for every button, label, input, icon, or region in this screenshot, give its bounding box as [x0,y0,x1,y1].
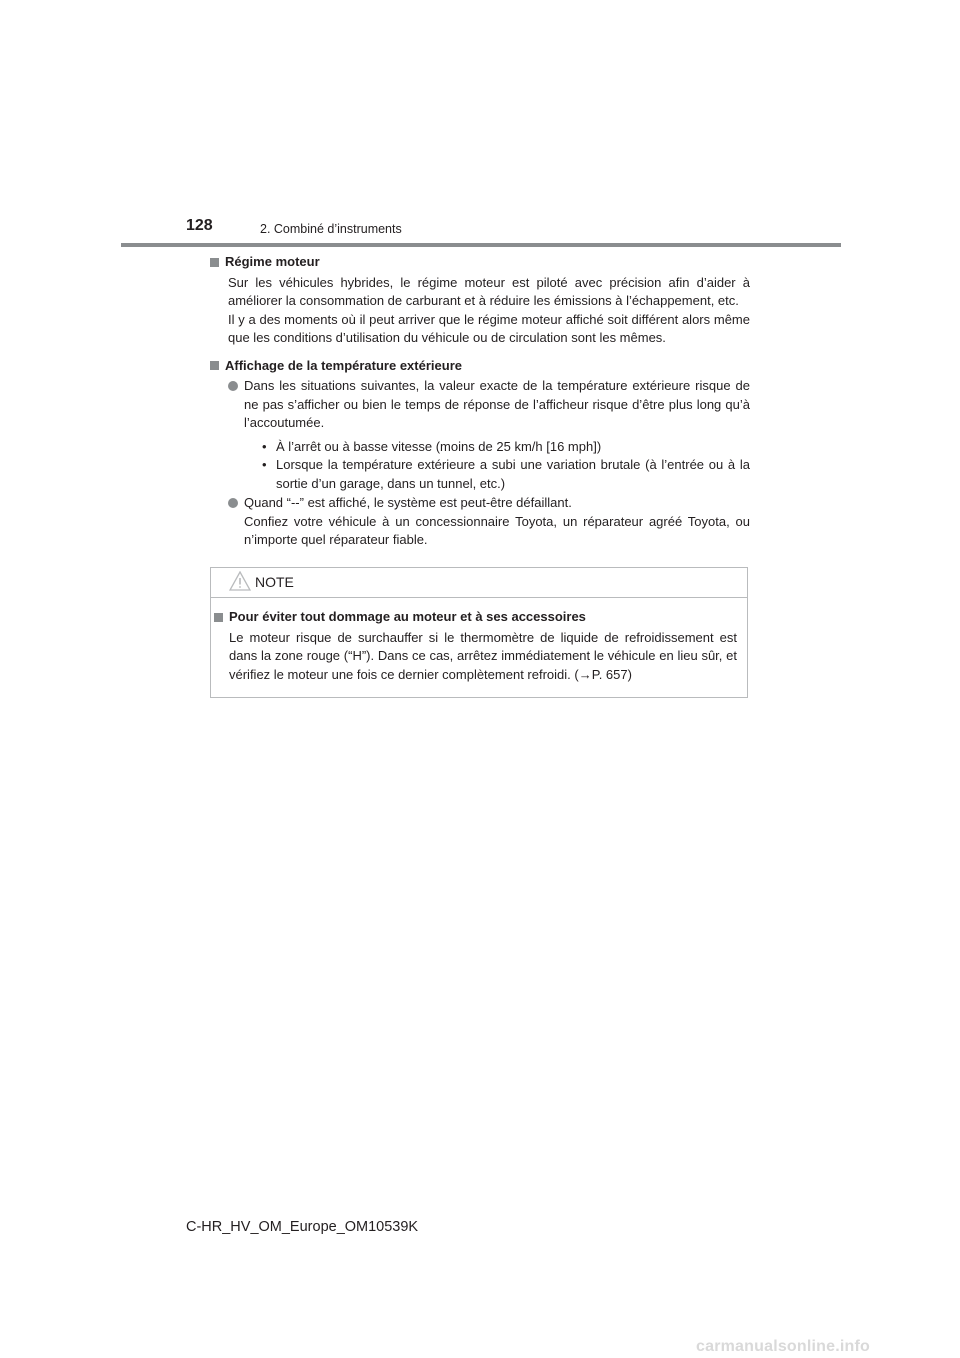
document-code: C-HR_HV_OM_Europe_OM10539K [186,1219,419,1235]
sub-list-item [262,456,750,493]
circle-bullet-icon [228,381,238,391]
section-heading-outside-temp [210,357,750,376]
circle-bullet-icon [228,498,238,508]
section-body [225,377,750,550]
chapter-title: 2. Combiné d’instruments [260,222,402,236]
sub-bullet-marker: • [262,438,267,454]
square-bullet-icon [210,258,219,267]
section-body [228,274,750,348]
note-label: NOTE [255,574,294,590]
page-number: 128 [186,217,213,234]
header-divider [121,243,841,247]
note-heading [214,608,747,627]
list-item [228,377,750,493]
paragraph: Sur les véhicules hybrides, le régime moteur est piloté avec précision afin d’aider à améliorer la consommation de carburant et à réduire les émissions à l’échappement, etc. [228,274,750,308]
square-bullet-icon [210,361,219,370]
section-heading-engine-speed [210,253,750,272]
warning-triangle-icon [229,571,251,591]
sub-list-item [262,438,750,457]
list-item-text: Quand “--” est affiché, le système est peut-être défaillant. [244,495,572,510]
square-bullet-icon [214,613,223,622]
note-body [211,608,747,684]
note-text: Le moteur risque de surchauffer si le thermomètre de liquide de refroidissement est dans la zone rouge (“H”). Dans ce cas, arrêtez immédiatement le véhicule en lieu sûr, et vérifiez le moteur une fois ce dernier complètement refroidi. (→P. 657) [229,629,737,682]
sub-list-item-text: À l’arrêt ou à basse vitesse (moins de 25 km/h [16 mph]) [276,438,602,454]
note-heading-text: Pour éviter tout dommage au moteur et à ses accessoires [229,609,586,624]
main-content [210,253,750,550]
note-box [210,567,748,698]
section-heading-text: Régime moteur [225,254,320,269]
watermark: carmanualsonline.info [696,1338,871,1355]
section-heading-text: Affichage de la température extérieure [225,357,462,373]
list-item-text: Dans les situations suivantes, la valeur exacte de la température extérieure risque de ne pas s’afficher ou bien le temps de réponse de l’afficheur risque d’être plus long qu’à l’accoutumée. [244,378,750,430]
sub-list-item-text: Lorsque la température extérieure a subi une variation brutale (à l’entrée ou à la sortie d’un garage, dans un tunnel, etc.) [276,457,750,491]
list-item-text: Confiez votre véhicule à un concessionnaire Toyota, un réparateur agréé Toyota, ou n’importe quel réparateur fiable. [244,513,750,547]
paragraph: Il y a des moments où il peut arriver que le régime moteur affiché soit différent alors même que les conditions d’utilisation du véhicule ou de circulation sont les mêmes. [228,311,750,345]
list-item [228,494,750,550]
note-header [211,568,747,598]
sub-bullet-marker: • [262,457,267,472]
